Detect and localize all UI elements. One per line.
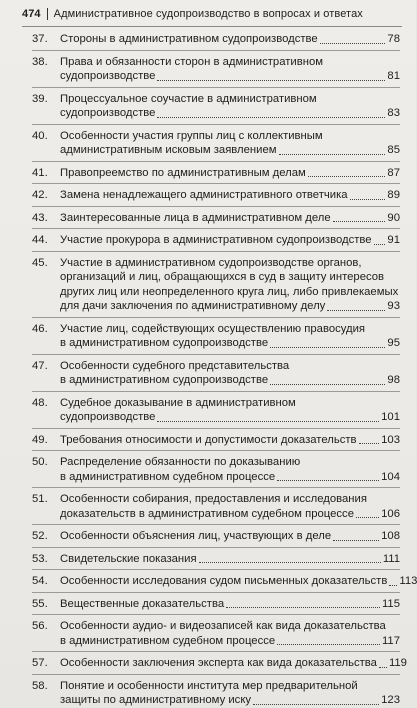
toc-entry-body bbox=[60, 211, 400, 226]
entry-divider bbox=[32, 524, 400, 525]
toc-entry bbox=[32, 359, 400, 388]
toc-entry bbox=[32, 396, 400, 425]
toc-entry-number: 49. bbox=[32, 433, 48, 446]
toc-entry-last-line bbox=[60, 574, 417, 589]
toc-entry-number: 52. bbox=[32, 530, 48, 542]
toc-entry bbox=[32, 574, 417, 589]
toc-entry bbox=[32, 233, 400, 248]
toc-entry bbox=[32, 188, 400, 203]
toc-entry-last-line bbox=[60, 32, 400, 47]
toc-entry bbox=[32, 322, 400, 351]
toc-entry-body bbox=[60, 552, 400, 567]
toc-entry-title-line: Особенности участия группы лиц с коллективным bbox=[60, 129, 323, 142]
dot-leader bbox=[374, 244, 386, 245]
toc-entry bbox=[32, 492, 400, 521]
toc-entry-body bbox=[60, 233, 400, 248]
toc-entry-body bbox=[60, 359, 400, 388]
dot-leader bbox=[199, 562, 381, 563]
toc-entry-number: 51. bbox=[32, 493, 48, 505]
dot-leader bbox=[356, 517, 379, 518]
dot-leader bbox=[389, 585, 397, 586]
toc-entry-title-line: организаций и лиц, обращающихся в суд в защиту интересов bbox=[60, 271, 385, 283]
entry-divider bbox=[32, 124, 400, 125]
toc-entry-page: 91 bbox=[387, 234, 400, 246]
dot-leader bbox=[253, 704, 379, 705]
toc-entry-title-line: Участие лиц, содействующих осуществлению правосудия bbox=[60, 322, 366, 335]
toc-entry-last-line bbox=[60, 233, 400, 248]
toc-entry-page: 119 bbox=[388, 657, 407, 669]
toc-entry-page: 103 bbox=[381, 433, 400, 446]
toc-entry-page: 108 bbox=[381, 530, 400, 542]
toc-entry-number: 50. bbox=[32, 456, 48, 468]
header-separator bbox=[47, 8, 48, 20]
toc-entry-number: 38. bbox=[32, 55, 48, 68]
entry-divider bbox=[32, 592, 400, 593]
entry-divider bbox=[32, 651, 400, 652]
toc-entry bbox=[32, 529, 400, 544]
entry-divider bbox=[32, 487, 400, 488]
toc-entry-last-line bbox=[60, 507, 400, 522]
toc-entry bbox=[32, 256, 400, 314]
running-header bbox=[22, 8, 402, 27]
dot-leader bbox=[350, 199, 386, 200]
toc-entry bbox=[32, 455, 400, 484]
entry-divider bbox=[32, 228, 400, 229]
toc-entry-page: 117 bbox=[381, 634, 400, 647]
dot-leader bbox=[226, 607, 380, 608]
toc-entry bbox=[32, 679, 400, 708]
toc-entry-title-line: других лиц или неопределенного круга лиц, либо привлекаемых bbox=[60, 285, 399, 298]
toc-entry-title-line: Особенности исследования судом письменных доказательств bbox=[60, 575, 388, 587]
toc-entry-body bbox=[60, 322, 400, 351]
toc-entry-body bbox=[60, 433, 400, 448]
dot-leader bbox=[320, 43, 386, 44]
toc-entry-body bbox=[60, 188, 400, 203]
toc-entry-title-line: Распределение обязанности по доказыванию bbox=[60, 456, 301, 468]
toc-entry-title-line: судопроизводстве bbox=[60, 411, 156, 423]
toc-entry bbox=[32, 55, 400, 84]
toc-entry-title-line: Вещественные доказательства bbox=[60, 597, 225, 610]
toc-entry-last-line bbox=[60, 552, 400, 567]
toc-entry-number: 45. bbox=[32, 256, 48, 269]
toc-entry-page: 123 bbox=[381, 694, 400, 706]
toc-entry-title-line: защиты по административному иску bbox=[60, 694, 252, 706]
dot-leader bbox=[270, 384, 385, 385]
toc-entry-page: 87 bbox=[387, 166, 400, 179]
toc-entry-title-line: Процессуальное соучастие в административном bbox=[60, 92, 317, 105]
entry-divider bbox=[32, 251, 400, 252]
dot-leader bbox=[157, 421, 379, 422]
toc-entry-body bbox=[60, 679, 400, 708]
toc-entry-body bbox=[60, 597, 400, 612]
toc-entry-page: 106 bbox=[381, 507, 400, 520]
entry-divider bbox=[32, 50, 400, 51]
toc-entry-number: 43. bbox=[32, 211, 48, 224]
toc-entry bbox=[32, 211, 400, 226]
toc-entry-last-line bbox=[60, 634, 400, 649]
toc-entry-last-line bbox=[60, 656, 407, 671]
toc-entry-page: 78 bbox=[387, 33, 400, 45]
toc-entry-title-line: административным исковым заявлением bbox=[60, 144, 277, 156]
toc-entry-title-line: судопроизводстве bbox=[60, 107, 156, 119]
dot-leader bbox=[157, 80, 385, 81]
toc-entry-page: 98 bbox=[387, 374, 400, 386]
toc-entry-body bbox=[60, 529, 400, 544]
dot-leader bbox=[327, 310, 385, 311]
toc-entry-page: 113 bbox=[399, 575, 417, 587]
toc-entry-body bbox=[60, 55, 400, 84]
toc-entry-last-line bbox=[60, 410, 400, 425]
toc-entry-last-line bbox=[60, 143, 400, 158]
toc-entry-last-line bbox=[60, 597, 400, 612]
dot-leader bbox=[379, 667, 387, 668]
toc-entry-last-line bbox=[60, 336, 400, 351]
toc-entry-last-line bbox=[60, 188, 400, 203]
entry-divider bbox=[32, 354, 400, 355]
toc-entry-number: 42. bbox=[32, 189, 48, 201]
entry-divider bbox=[32, 674, 400, 675]
toc-entry bbox=[32, 129, 400, 158]
toc-entry-title-line: в административном судопроизводстве bbox=[60, 337, 269, 349]
toc-entry-page: 101 bbox=[381, 411, 400, 423]
entry-divider bbox=[32, 206, 400, 207]
toc-entry-title-line: Участие в административном судопроизводстве органов, bbox=[60, 256, 362, 269]
toc-entry-title-line: Понятие и особенности института мер предварительной bbox=[60, 679, 358, 692]
toc-entry-page: 111 bbox=[382, 552, 400, 565]
toc-entry-title-line: Судебное доказывание в административном bbox=[60, 396, 296, 409]
toc-entry-last-line bbox=[60, 693, 400, 708]
dot-leader bbox=[359, 443, 380, 444]
dot-leader bbox=[279, 154, 386, 155]
entry-divider bbox=[32, 428, 400, 429]
toc-entry-number: 54. bbox=[32, 575, 48, 587]
toc-entry-last-line bbox=[60, 529, 400, 544]
entry-divider bbox=[32, 161, 400, 162]
toc-entry-title-line: Особенности собирания, предоставления и исследования bbox=[60, 493, 367, 505]
dot-leader bbox=[333, 221, 386, 222]
toc-entry-last-line bbox=[60, 166, 400, 181]
toc-entry-body bbox=[60, 32, 400, 47]
toc-entry-title-line: Особенности аудио- и видеозаписей как вида доказательства bbox=[60, 620, 386, 632]
toc-entry-title-line: в административном судебном процессе bbox=[60, 470, 276, 483]
toc-entry-number: 46. bbox=[32, 322, 48, 335]
dot-leader bbox=[308, 176, 386, 177]
toc-entry-last-line bbox=[60, 106, 400, 121]
entry-divider bbox=[32, 450, 400, 451]
toc-entry-page: 95 bbox=[387, 337, 400, 349]
toc-entry-body bbox=[60, 492, 400, 521]
toc-entry-title-line: Свидетельские показания bbox=[60, 552, 197, 565]
toc-entry-page: 85 bbox=[387, 144, 400, 156]
toc-entry bbox=[32, 619, 400, 648]
toc-entry-page: 104 bbox=[381, 470, 400, 483]
toc-entry-page: 89 bbox=[387, 189, 400, 201]
toc-entry-number: 57. bbox=[32, 657, 48, 669]
toc-entry-page: 90 bbox=[387, 211, 400, 224]
entry-divider bbox=[32, 614, 400, 615]
entry-divider bbox=[32, 183, 400, 184]
toc-entry-number: 37. bbox=[32, 33, 48, 45]
entry-divider bbox=[32, 87, 400, 88]
toc-entry bbox=[32, 656, 407, 671]
toc-entry-body bbox=[60, 129, 400, 158]
toc-entry-title-line: Участие прокурора в административном судопроизводстве bbox=[60, 234, 372, 246]
entry-divider bbox=[32, 391, 400, 392]
toc-entry-title-line: Правопреемство по административным делам bbox=[60, 166, 306, 179]
toc-entry-title-line: Заинтересованные лица в административном деле bbox=[60, 211, 331, 224]
toc-entry-body bbox=[60, 656, 407, 671]
toc-entry-title-line: Замена ненадлежащего административного ответчика bbox=[60, 189, 348, 201]
toc-entry-title-line: в административном судопроизводстве bbox=[60, 374, 269, 386]
header-page-number: 474 bbox=[22, 8, 41, 20]
toc-entry-title-line: в административном судебном процессе bbox=[60, 634, 276, 647]
toc-entry-last-line bbox=[60, 299, 400, 314]
toc-entry-body bbox=[60, 455, 400, 484]
toc-entry-number: 41. bbox=[32, 166, 48, 179]
toc-entry bbox=[32, 597, 400, 612]
toc-entry bbox=[32, 32, 400, 47]
toc-entry-page: 83 bbox=[387, 107, 400, 119]
toc-entry-title-line: Особенности объяснения лиц, участвующих в деле bbox=[60, 530, 332, 542]
toc-entry-title-line: Стороны в административном судопроизводстве bbox=[60, 33, 318, 45]
table-of-contents bbox=[32, 32, 417, 708]
dot-leader bbox=[277, 644, 380, 645]
dot-leader bbox=[277, 480, 379, 481]
toc-entry-body bbox=[60, 396, 400, 425]
toc-entry-body bbox=[60, 256, 400, 314]
toc-entry-page: 81 bbox=[387, 70, 400, 82]
header-title: Административное судопроизводство в вопросах и ответах bbox=[53, 8, 363, 20]
entry-divider bbox=[32, 547, 400, 548]
toc-entry-number: 58. bbox=[32, 679, 48, 692]
toc-entry-body bbox=[60, 92, 400, 121]
toc-entry-number: 39. bbox=[32, 92, 48, 105]
toc-entry-last-line bbox=[60, 470, 400, 485]
toc-entry-body bbox=[60, 574, 417, 589]
toc-entry-last-line bbox=[60, 211, 400, 226]
toc-entry-title-line: судопроизводстве bbox=[60, 70, 156, 82]
toc-entry-last-line bbox=[60, 433, 400, 448]
toc-entry-title-line: Особенности заключения эксперта как вида доказательства bbox=[60, 657, 377, 669]
toc-entry-number: 47. bbox=[32, 359, 48, 372]
dot-leader bbox=[157, 117, 385, 118]
entry-divider bbox=[32, 569, 400, 570]
toc-entry-page: 93 bbox=[387, 300, 400, 312]
toc-entry-body bbox=[60, 166, 400, 181]
dot-leader bbox=[333, 540, 379, 541]
toc-entry-number: 56. bbox=[32, 620, 48, 632]
entry-divider bbox=[32, 317, 400, 318]
toc-entry-body bbox=[60, 619, 400, 648]
toc-entry bbox=[32, 433, 400, 448]
toc-entry-number: 55. bbox=[32, 597, 48, 610]
toc-entry-page: 115 bbox=[381, 597, 400, 610]
toc-entry-number: 40. bbox=[32, 129, 48, 142]
toc-entry bbox=[32, 552, 400, 567]
toc-entry bbox=[32, 92, 400, 121]
toc-entry-title-line: Особенности судебного представительства bbox=[60, 359, 290, 372]
toc-entry-number: 53. bbox=[32, 552, 48, 565]
toc-entry-title-line: доказательств в административном судебном процессе bbox=[60, 507, 354, 520]
toc-entry-title-line: Права и обязанности сторон в административном bbox=[60, 55, 324, 68]
toc-entry bbox=[32, 166, 400, 181]
toc-entry-number: 48. bbox=[32, 396, 48, 409]
dot-leader bbox=[270, 347, 385, 348]
toc-entry-title-line: Требования относимости и допустимости доказательств bbox=[60, 433, 357, 446]
toc-entry-last-line bbox=[60, 373, 400, 388]
toc-entry-last-line bbox=[60, 69, 400, 84]
toc-entry-number: 44. bbox=[32, 234, 48, 246]
toc-entry-title-line: для дачи заключения по административному делу bbox=[60, 300, 326, 312]
